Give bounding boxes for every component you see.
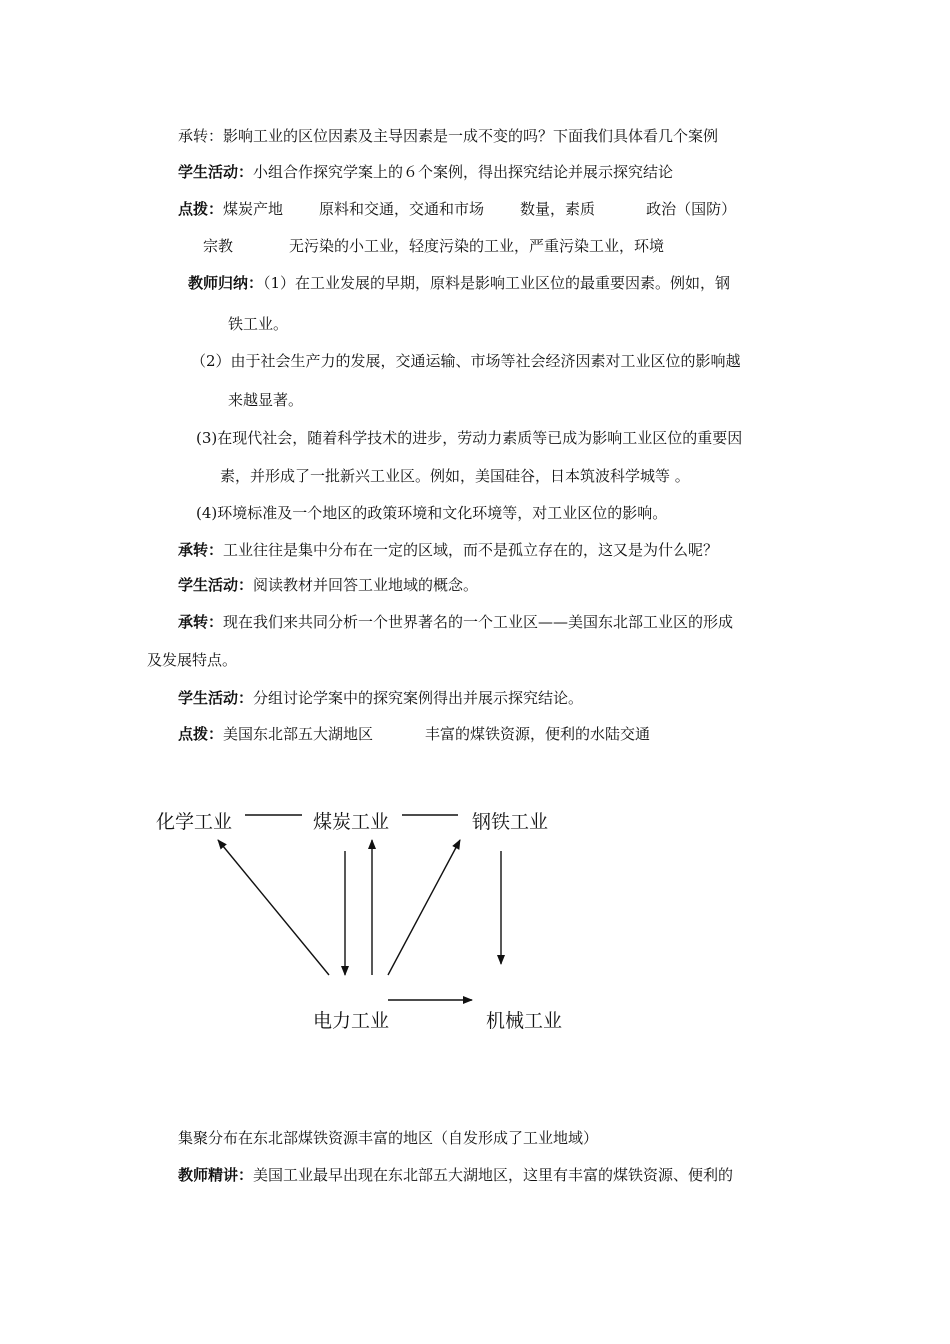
text-transition-3: 现在我们来共同分析一个世界著名的一个工业区——美国东北部工业区的形成 [223, 613, 734, 631]
hint-item: 数量，素质 [520, 200, 596, 218]
label-transition: 承转： [178, 541, 224, 559]
line-teacher-explanation [178, 1165, 733, 1185]
line-conclusion [178, 1128, 598, 1148]
hint-item: 煤炭产地 [223, 200, 284, 218]
text-student-activity-1: 小组合作探究学案上的６个案例，得出探究结论并展示探究结论 [253, 163, 674, 181]
node-power-industry: 电力工业 [313, 1010, 390, 1032]
text-student-activity-2: 阅读教材并回答工业地域的概念。 [253, 576, 479, 594]
text-transition-1: 影响工业的区位因素及主导因素是一成不变的吗？下面我们具体看几个案例 [223, 127, 719, 145]
text-transition-2: 工业往往是集中分布在一定的区域，而不是孤立存在的，这又是为什么呢？ [223, 541, 719, 559]
text-summary-1: （1）在工业发展的早期，原料是影响工业区位的最重要因素。例如，钢 [263, 274, 731, 292]
label-hint: 点拨： [178, 200, 224, 218]
label-teacher-summary: 教师归纳： [188, 274, 264, 292]
hint-item: 丰富的煤铁资源，便利的水陆交通 [425, 725, 651, 743]
text-summary-2-cont: 来越显著。 [228, 391, 304, 409]
text-summary-3-cont: 素，并形成了一批新兴工业区。例如，美国硅谷，日本筑波科学城等 。 [220, 467, 690, 485]
label-transition: 承转： [178, 127, 224, 145]
text-summary-2: （2）由于社会生产力的发展，交通运输、市场等社会经济因素对工业区位的影响越 [191, 352, 741, 370]
node-coal-industry: 煤炭工业 [313, 811, 390, 833]
arrow-power-to-chemical [218, 840, 329, 975]
arrow-power-to-steel [388, 840, 460, 975]
label-student-activity: 学生活动： [178, 576, 254, 594]
label-transition: 承转： [178, 613, 224, 631]
text-summary-3: (3)在现代社会，随着科学技术的进步，劳动力素质等已成为影响工业区位的重要因 [196, 429, 743, 447]
node-steel-industry: 钢铁工业 [472, 811, 549, 833]
hint-item: 无污染的小工业，轻度污染的工业，严重污染工业，环境 [289, 237, 665, 255]
hint-item: 政治（国防） [646, 200, 737, 218]
text-student-activity-3: 分组讨论学案中的探究案例得出并展示探究结论。 [253, 689, 584, 707]
label-hint: 点拨： [178, 725, 224, 743]
label-student-activity: 学生活动： [178, 163, 254, 181]
text-teacher-explanation: 美国工业最早出现在东北部五大湖地区，这里有丰富的煤铁资源、便利的 [253, 1166, 734, 1184]
text-transition-3-cont: 及发展特点。 [147, 651, 238, 669]
hint-item: 宗教 [203, 237, 234, 255]
text-summary-1-cont: 铁工业。 [228, 315, 289, 333]
label-teacher-explanation: 教师精讲： [178, 1166, 254, 1184]
text-summary-4: (4)环境标准及一个地区的政策环境和文化环境等，对工业区位的影响。 [196, 504, 668, 522]
node-machinery-industry: 机械工业 [486, 1010, 563, 1032]
label-student-activity: 学生活动： [178, 689, 254, 707]
node-chemical-industry: 化学工业 [156, 811, 233, 833]
hint-item: 美国东北部五大湖地区 [223, 725, 374, 743]
hint-item: 原料和交通，交通和市场 [319, 200, 485, 218]
text-conclusion: 集聚分布在东北部煤铁资源丰富的地区（自发形成了工业地域） [178, 1129, 599, 1147]
